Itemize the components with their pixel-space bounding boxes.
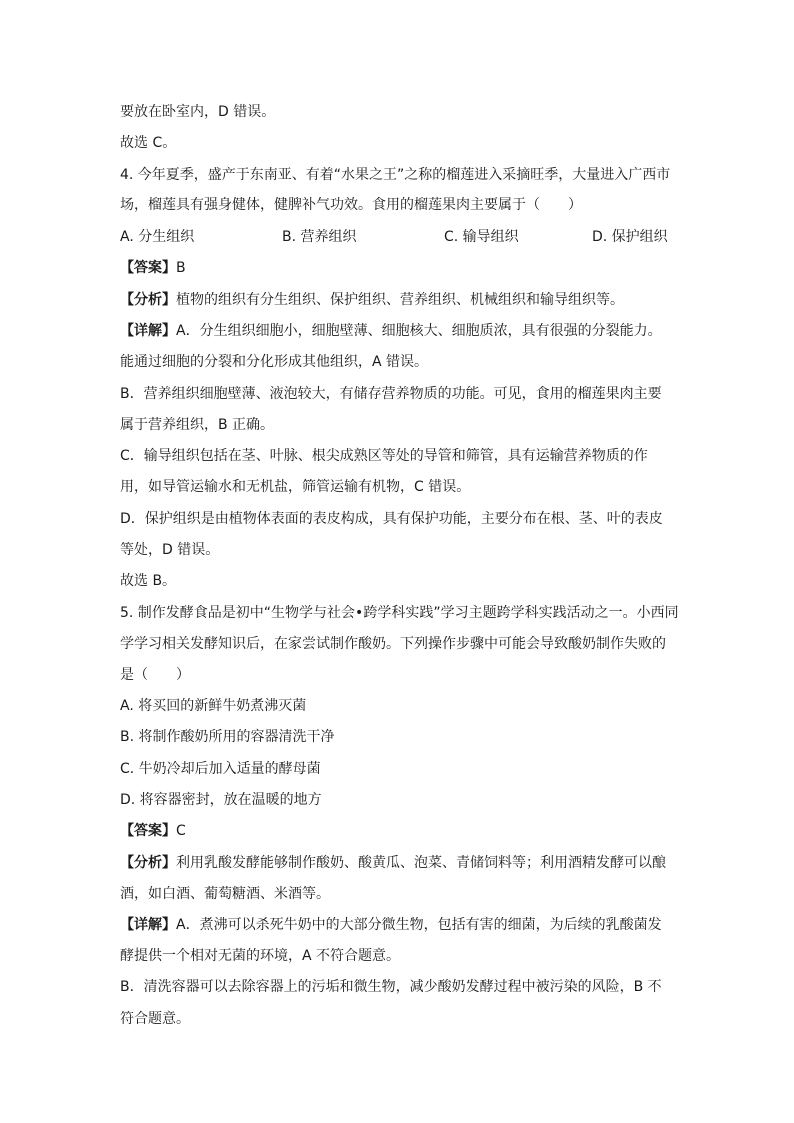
text-line: 要放在卧室内，D 错误。 — [120, 104, 276, 120]
answer-tag: 【答案】 — [120, 260, 176, 276]
analysis-tag: 【分析】 — [120, 292, 176, 308]
question-5-stem: 5. 制作发酵食品是初中“生物学与社会•跨学科实践”学习主题跨学科实践活动之一。小西同 — [120, 605, 679, 621]
question-4-answer — [120, 258, 186, 278]
question-5-option-c: C. 牛奶冷却后加入适量的酵母菌 — [120, 761, 321, 777]
text-line: 等处，D 错误。 — [120, 542, 220, 558]
text-line: 故选 C。 — [120, 135, 177, 151]
answer-value: B — [176, 260, 186, 276]
text-line: 用，如导管运输水和无机盐，筛管运输有机物，C 错误。 — [120, 479, 471, 495]
explanation-text: A．煮沸可以杀死牛奶中的大部分微生物，包括有害的细菌，为后续的乳酸菌发 — [176, 917, 662, 933]
text-line: 能通过细胞的分裂和分化形成其他组织，A 错误。 — [120, 354, 429, 370]
question-4-stem: 4. 今年夏季，盛产于东南亚、有着“水果之王”之称的榴莲进入采摘旺季，大量进入广西市 — [120, 167, 671, 183]
question-5-option-a: A. 将买回的新鲜牛奶煮沸灭菌 — [120, 698, 307, 714]
text-line: B．营养组织细胞壁薄、液泡较大，有储存营养物质的功能。可见，食用的榴莲果肉主要 — [120, 386, 662, 402]
question-5-stem: 是（ ） — [120, 667, 190, 683]
question-4-option-c: C. 输导组织 — [444, 229, 519, 245]
text-line: 符合题意。 — [120, 1011, 190, 1027]
question-5-analysis — [120, 853, 666, 873]
text-line: B．清洗容器可以去除容器上的污垢和微生物，减少酸奶发酵过程中被污染的风险，B 不 — [120, 979, 662, 995]
explanation-text: A．分生组织细胞小，细胞壁薄、细胞核大、细胞质浓，具有很强的分裂能力。 — [176, 323, 662, 339]
question-4-option-b: B. 营养组织 — [282, 229, 357, 245]
text-line: 酒，如白酒、葡萄糖酒、米酒等。 — [120, 886, 330, 902]
question-5-option-b: B. 将制作酸奶所用的容器清洗干净 — [120, 729, 335, 745]
question-5-explanation — [120, 915, 662, 935]
question-5-stem: 学学习相关发酵知识后，在家尝试制作酸奶。下列操作步骤中可能会导致酸奶制作失败的 — [120, 636, 666, 652]
question-4-option-a: A. 分生组织 — [120, 229, 195, 245]
text-line: 故选 B。 — [120, 573, 177, 589]
answer-tag: 【答案】 — [120, 823, 176, 839]
analysis-tag: 【分析】 — [120, 855, 176, 871]
question-4-explanation — [120, 321, 662, 341]
explanation-tag: 【详解】 — [120, 917, 176, 933]
text-line: 属于营养组织，B 正确。 — [120, 417, 275, 433]
answer-value: C — [176, 823, 186, 839]
question-4-option-d: D. 保护组织 — [592, 229, 668, 245]
text-line: D．保护组织是由植物体表面的表皮构成，具有保护功能，主要分布在根、茎、叶的表皮 — [120, 511, 663, 527]
explanation-tag: 【详解】 — [120, 323, 176, 339]
question-4-analysis — [120, 290, 624, 310]
text-line: 酵提供一个相对无菌的环境，A 不符合题意。 — [120, 948, 401, 964]
text-line: C．输导组织包括在茎、叶脉、根尖成熟区等处的导管和筛管，具有运输营养物质的作 — [120, 448, 648, 464]
analysis-text: 利用乳酸发酵能够制作酸奶、酸黄瓜、泡菜、青储饲料等；利用酒精发酵可以酿 — [176, 855, 666, 871]
question-4-stem: 场，榴莲具有强身健体，健脾补气功效。食用的榴莲果肉主要属于（ ） — [120, 197, 582, 213]
question-5-option-d: D. 将容器密封，放在温暖的地方 — [120, 792, 322, 808]
analysis-text: 植物的组织有分生组织、保护组织、营养组织、机械组织和输导组织等。 — [176, 292, 624, 308]
question-5-answer — [120, 821, 186, 841]
